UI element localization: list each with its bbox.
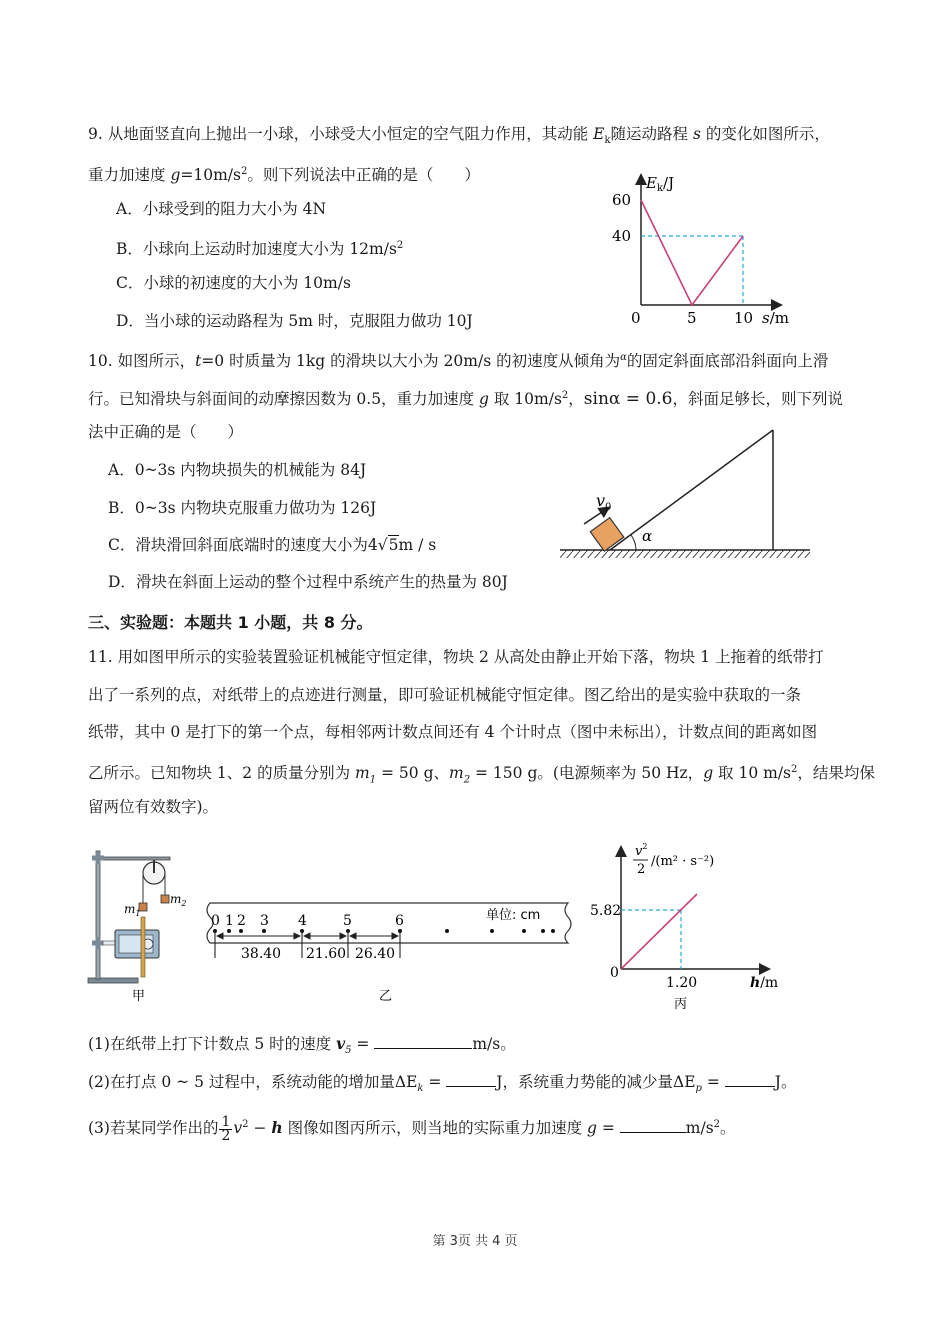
caption-jia: 甲 <box>132 989 146 1004</box>
q11-text: 图像如图丙所示，则当地的实际重力加速度 <box>282 1119 588 1138</box>
sub-k: k <box>604 135 611 147</box>
var-m2: m <box>449 764 464 783</box>
var-g: g <box>587 1119 597 1138</box>
stand-arm <box>98 857 170 860</box>
y-label-den: 2 <box>637 862 646 877</box>
q10-text: ， <box>568 390 584 409</box>
q9-text: =10m/s <box>180 166 241 185</box>
option-label: B． <box>116 240 143 259</box>
var-t: t <box>195 352 202 371</box>
v2-h-line <box>621 894 697 969</box>
q11-text: 取 10 m/s <box>713 764 792 783</box>
option-label: B． <box>108 499 135 517</box>
point-2-label: 2 <box>237 913 246 929</box>
q9-stem-line2 <box>88 162 480 185</box>
q10-option-c[interactable] <box>108 535 436 555</box>
q11-text: m/s。 <box>472 1035 516 1053</box>
m1-label: $m_1$ <box>124 902 141 918</box>
option-label: A． <box>108 461 135 479</box>
option-label: D． <box>108 573 136 591</box>
q11-text: (1)在纸带上打下计数点 5 时的速度 <box>88 1035 337 1053</box>
q11-line2: 出了一系列的点，对纸带上的点迹进行测量，即可验证机械能守恒定律。图乙给出的是实验中获取的一条 <box>88 686 802 704</box>
option-text: 小球受到的阻力大小为 4N <box>142 200 327 218</box>
distance-5-6: 26.40 <box>355 946 396 962</box>
paper-tape <box>141 917 145 977</box>
option-text: 0~3s 内物块损失的机械能为 84J <box>134 461 367 479</box>
var-s: s <box>692 125 701 143</box>
point-3-label: 3 <box>260 913 269 929</box>
mass-m2 <box>161 895 169 903</box>
sub: k <box>417 1083 424 1095</box>
q11-figure-tape <box>196 898 580 1008</box>
q11-text: = <box>701 1073 725 1091</box>
sub: 2 <box>463 774 471 786</box>
q11-text: J，系统重力势能的减少量ΔE <box>496 1073 696 1091</box>
origin-label: 0 <box>610 965 619 981</box>
sqrt-radicand: 5 <box>388 536 399 554</box>
answer-blank-delta-ek[interactable] <box>446 1072 496 1087</box>
stand-pole <box>96 851 100 979</box>
option-text: 小球向上运动时加速度大小为 12m/s <box>142 240 397 259</box>
var-m1: m <box>355 764 370 783</box>
q11-text: = 50 g、 <box>376 764 450 783</box>
q11-text: = <box>423 1073 447 1091</box>
sub: 5 <box>345 1045 352 1057</box>
frac-den: 2 <box>221 1127 231 1144</box>
y-tick-40: 40 <box>612 227 632 245</box>
alpha-label: α <box>642 527 653 545</box>
sup: 2 <box>240 166 248 177</box>
unit-label: 单位: cm <box>486 908 541 923</box>
option-text: 滑块在斜面上运动的整个过程中系统产生的热量为 80J <box>135 573 508 591</box>
var-v: v <box>336 1034 346 1053</box>
q11-text: J。 <box>774 1073 797 1091</box>
q9-text: 。则下列说法中正确的是（ ） <box>247 166 480 185</box>
caption-yi: 乙 <box>379 989 393 1004</box>
y-label-num: $v^2$ <box>635 842 648 859</box>
q9-option-a[interactable] <box>116 199 326 219</box>
option-label: A． <box>116 200 143 218</box>
answer-blank-v5[interactable] <box>374 1034 472 1049</box>
sin-alpha-formula: sinα = 0.6 <box>583 389 673 410</box>
q10-text: 行。已知滑块与斜面间的动摩擦因数为 0.5，重力加速度 <box>88 390 480 409</box>
option-text: 当小球的运动路程为 5m 时，克服阻力做功 10J <box>143 312 473 330</box>
x-tick-10: 10 <box>734 309 754 327</box>
q10-option-d[interactable] <box>108 572 508 592</box>
section-3-title: 三、实验题：本题共 1 小题，共 8 分。 <box>88 613 373 632</box>
q11-sub1 <box>88 1034 516 1061</box>
q9-text: 的变化如图所示， <box>700 125 830 143</box>
q10-option-b[interactable] <box>108 498 376 518</box>
q9-option-c[interactable] <box>116 273 351 293</box>
distance-4-5: 21.60 <box>306 946 347 962</box>
option-text: 滑块滑回斜面底端时的速度大小为 <box>135 536 368 554</box>
q9-stem-line1 <box>88 124 830 151</box>
x-tick-0: 0 <box>631 309 641 327</box>
sup: 2 <box>713 1119 721 1130</box>
m2-label: $m_2$ <box>170 892 187 908</box>
ek-line <box>641 200 743 305</box>
q11-line4 <box>88 760 875 790</box>
clamp-bottom <box>92 937 104 949</box>
option-label: C． <box>108 536 136 554</box>
incline-surface <box>610 430 773 550</box>
q10-text: ，斜面足够长，则下列说 <box>672 390 843 409</box>
point-5-label: 5 <box>343 913 352 929</box>
q10-option-a[interactable] <box>108 460 366 480</box>
q10-incline-figure <box>558 424 813 564</box>
y-tick-60: 60 <box>612 191 632 209</box>
q10-text: 取 10m/s <box>488 390 562 409</box>
q11-line5: 留两位有效数字)。 <box>88 798 219 816</box>
q9-text: 重力加速度 <box>88 166 171 185</box>
var-g: g <box>479 390 489 409</box>
point-6-label: 6 <box>395 913 404 929</box>
q9-text: 随运动路程 <box>610 125 693 143</box>
q11-sub2 <box>88 1072 797 1099</box>
sup: 2 <box>561 390 569 401</box>
sub: p <box>695 1083 702 1095</box>
var-g: g <box>170 166 181 185</box>
var-g: g <box>703 764 714 783</box>
q10-stem-line1 <box>88 348 828 371</box>
q11-text: (2)在打点 0 ~ 5 过程中，系统动能的增加量ΔE <box>88 1073 418 1091</box>
point-4-label: 4 <box>298 913 307 929</box>
q9-option-d[interactable] <box>116 311 473 331</box>
option-text: 小球的初速度的大小为 10m/s <box>143 274 351 292</box>
option-label: D． <box>116 312 144 330</box>
caption-bing: 丙 <box>674 997 688 1012</box>
q11-figure-v2-h-chart <box>588 838 788 1018</box>
ground-hatch <box>560 550 810 558</box>
q9-ek-s-chart <box>610 172 800 332</box>
var-h: h <box>271 1118 283 1138</box>
q10-text: =0 时质量为 1kg 的滑块以大小为 20m/s 的初速度从倾角为 <box>201 352 621 371</box>
option-label: C． <box>116 274 144 292</box>
stand-base <box>88 978 138 983</box>
q10-stem-line2 <box>88 386 843 409</box>
distance-0-4: 38.40 <box>241 946 282 962</box>
sliding-block <box>590 518 624 552</box>
q10-text: 10. 如图所示， <box>88 352 196 371</box>
q11-text: 。 <box>720 1119 736 1138</box>
q11-text: 乙所示。已知物块 1、2 的质量分别为 <box>88 764 356 783</box>
sub: 1 <box>369 774 377 786</box>
sup: 2 <box>791 764 798 775</box>
point-1-label: 1 <box>225 913 234 929</box>
x-axis-label: s/m <box>762 309 789 327</box>
y-axis-label: $E_k/J$ <box>646 174 675 194</box>
q11-figure-apparatus <box>86 845 191 1005</box>
page-footer: 第 3页 共 4 页 <box>432 1234 518 1249</box>
x-tick-120: 1.20 <box>666 975 698 991</box>
sup: 2 <box>396 240 404 251</box>
var-alpha: α <box>620 352 627 363</box>
q11-text: m/s <box>685 1119 714 1138</box>
y-tick-582: 5.82 <box>590 903 622 919</box>
q11-line1: 11. 用如图甲所示的实验装置验证机械能守恒定律，物块 2 从高处由静止开始下落，物块 1 上拖着的纸带打 <box>88 648 824 666</box>
clamp-top <box>92 852 104 864</box>
x-tick-5: 5 <box>687 309 697 327</box>
q11-text: − <box>248 1119 272 1138</box>
y-label-unit: /(m² · s⁻²) <box>651 854 715 869</box>
point-0-label: 0 <box>211 913 220 929</box>
sup: 2 <box>242 1119 249 1130</box>
x-axis-label: h/m <box>750 975 779 991</box>
math-coef: 4 <box>367 536 378 554</box>
q11-text: (3)若某同学作出的 <box>88 1119 219 1138</box>
q11-text: = <box>351 1035 375 1053</box>
option-text: 0~3s 内物块克服重力做功为 126J <box>134 499 377 517</box>
answer-blank-delta-ep[interactable] <box>725 1072 775 1087</box>
q11-text: = <box>596 1119 620 1138</box>
q11-sub3 <box>88 1110 736 1143</box>
frac-num: 1 <box>221 1113 231 1130</box>
math-unit: m / s <box>398 536 437 554</box>
q9-option-b[interactable] <box>116 236 403 259</box>
q11-text: ，结果均保 <box>797 764 875 783</box>
sqrt-sign: √ <box>377 536 388 554</box>
q11-line3: 纸带，其中 0 是打下的第一个点，每相邻两计数点间还有 4 个计时点（图中未标出），计数点间的距离如图 <box>88 723 818 741</box>
fraction-half <box>219 1113 232 1144</box>
var-v: v <box>233 1119 243 1138</box>
q10-text: 的固定斜面底部沿斜面向上滑 <box>626 352 829 371</box>
answer-blank-g[interactable] <box>620 1118 686 1133</box>
q9-text: 9. 从地面竖直向上抛出一小球，小球受大小恒定的空气阻力作用，其动能 <box>88 125 594 143</box>
var-E: E <box>593 125 605 143</box>
v0-label: $v_0$ <box>596 491 612 513</box>
angle-arc <box>631 535 636 550</box>
q11-text: = 150 g。(电源频率为 50 Hz， <box>470 764 704 783</box>
q10-stem-line3: 法中正确的是（ ） <box>88 423 244 441</box>
